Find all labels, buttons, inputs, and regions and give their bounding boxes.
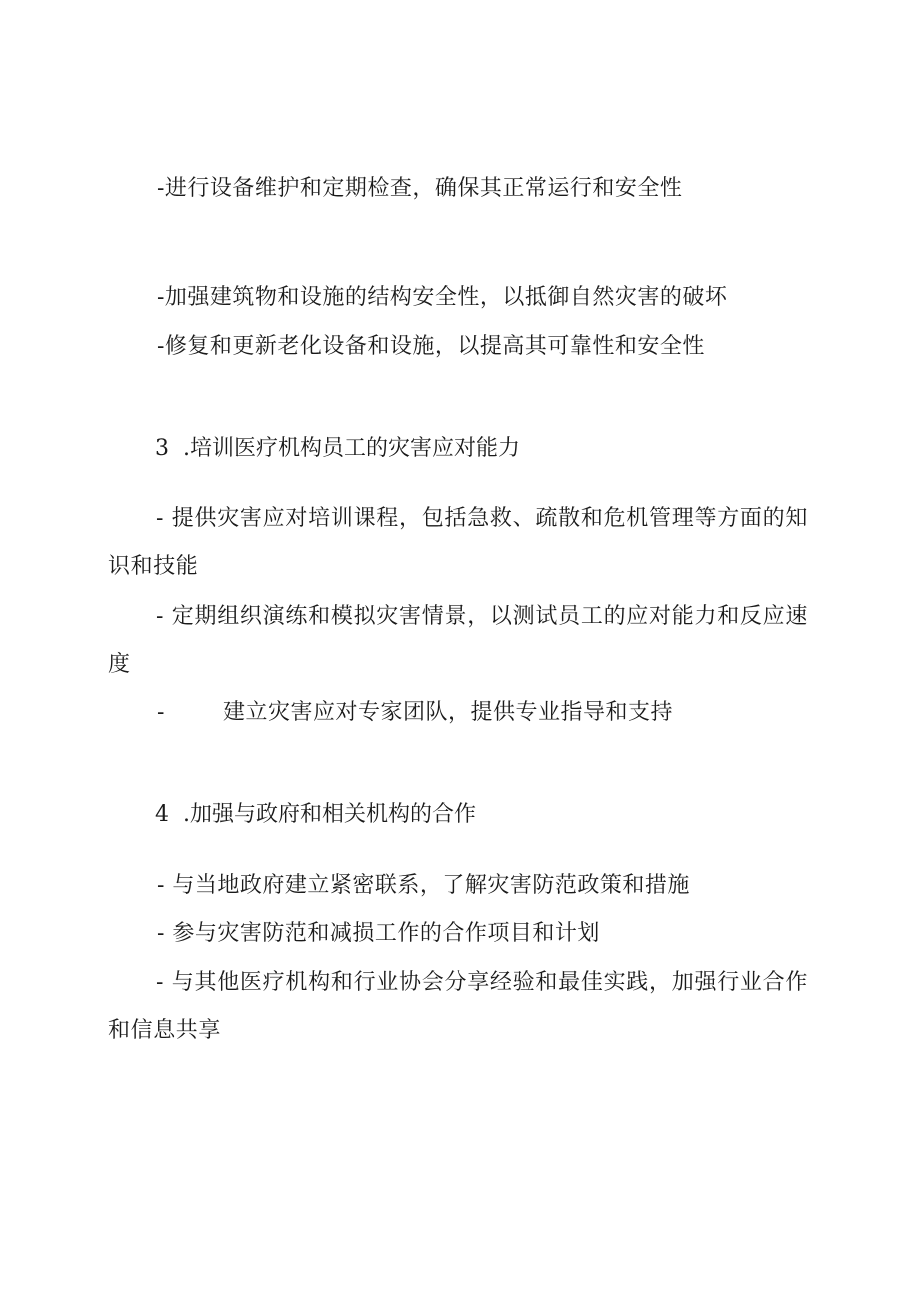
list-item: - 提供灾害应对培训课程，包括急救、疏散和危机管理等方面的知识和技能 [108,506,808,579]
section-heading [155,434,520,464]
section-number: 4 [155,802,169,827]
list-item: -修复和更新老化设备和设施，以提高其可靠性和安全性 [157,334,705,359]
list-item: - 定期组织演练和模拟灾害情景，以测试员工的应对能力和反应速度 [108,604,808,677]
list-item-text: 建立灾害应对专家团队，提供专业指导和支持 [222,700,673,725]
list-dash: - [157,700,165,725]
list-item [157,698,673,728]
list-item: -进行设备维护和定期检查，确保其正常运行和安全性 [157,176,683,201]
list-item: - 与当地政府建立紧密联系，了解灾害防范政策和措施 [157,873,690,898]
section-heading [155,800,476,830]
section-title: .培训医疗机构员工的灾害应对能力 [183,436,520,461]
list-item: -加强建筑物和设施的结构安全性，以抵御自然灾害的破坏 [157,285,728,310]
section-number: 3 [155,436,169,461]
list-item: - 参与灾害防范和减损工作的合作项目和计划 [157,921,600,946]
section-title: .加强与政府和相关机构的合作 [183,802,476,827]
list-item: - 与其他医疗机构和行业协会分享经验和最佳实践，加强行业合作和信息共享 [108,970,808,1043]
